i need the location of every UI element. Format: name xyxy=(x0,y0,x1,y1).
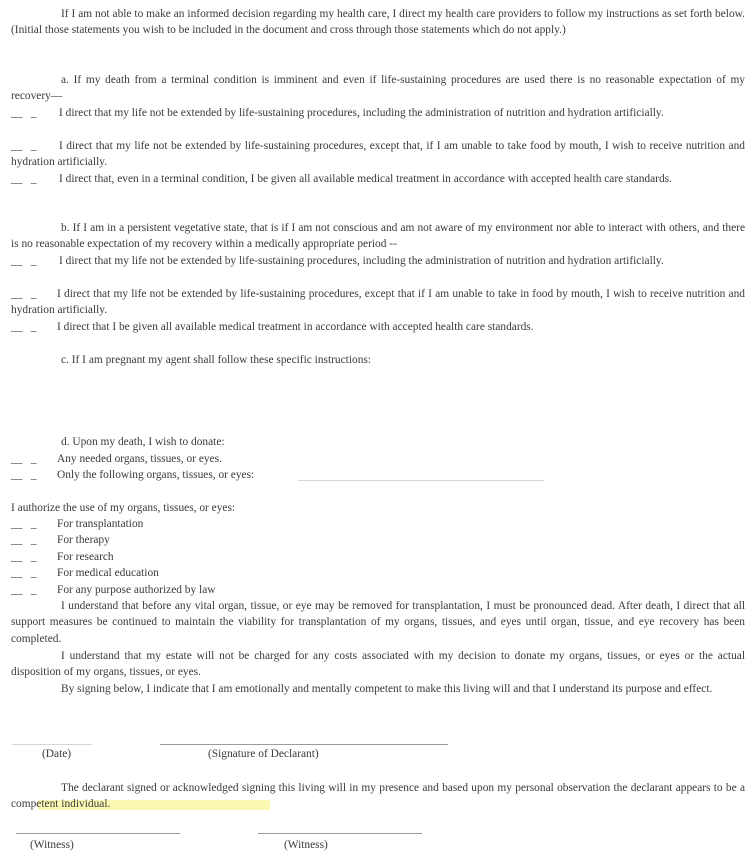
option-text: For medical education xyxy=(57,567,159,579)
option-text: For any purpose authorized by law xyxy=(57,584,216,596)
witness-2-label: (Witness) xyxy=(284,839,328,851)
witness-1-label: (Witness) xyxy=(30,839,74,851)
initial-blank[interactable]: __ _ xyxy=(11,321,37,333)
section-b-option-1[interactable] xyxy=(11,253,745,269)
initial-blank[interactable]: __ _ xyxy=(11,469,37,481)
initial-blank[interactable]: __ _ xyxy=(11,288,37,300)
initial-blank[interactable]: __ _ xyxy=(11,173,37,185)
initial-blank[interactable]: __ _ xyxy=(11,534,37,546)
understand-paragraph-1: I understand that before any vital organ, tissue, or eye may be removed for transplantation, I must be pronounced dead. After death, I direct that all support measures be continued to maintain the viability for transplantation of my organs, tissues, and eyes until organ, tissue, and eye recovery has been completed. xyxy=(11,600,745,645)
initial-blank[interactable]: __ _ xyxy=(11,567,37,579)
donate-option-2[interactable] xyxy=(11,467,254,483)
intro-paragraph: If I am not able to make an informed decision regarding my health care, I direct my health care providers to follow my instructions as set forth below. (Initial those statements you wish to be included in the document and cross through those statements which do not apply.) xyxy=(11,8,745,37)
option-text: For therapy xyxy=(57,534,110,546)
section-c-text: c. If I am pregnant my agent shall follow these specific instructions: xyxy=(61,354,371,366)
initial-blank[interactable]: __ _ xyxy=(11,518,37,530)
witness-statement: The declarant signed or acknowledged signing this living will in my presence and based upon my personal observation the declarant appears to be a competent individual. xyxy=(11,782,745,811)
section-a-heading: a. If my death from a terminal condition is imminent and even if life-sustaining procedures are used there is no reasonable expectation of my recovery— xyxy=(11,74,745,103)
declarant-label: (Signature of Declarant) xyxy=(208,748,319,760)
declarant-signature-line[interactable] xyxy=(160,744,448,745)
section-b-option-2[interactable] xyxy=(11,286,745,319)
authorize-option-1[interactable] xyxy=(11,516,143,532)
option-text: I direct that my life not be extended by life-sustaining procedures, including the administration of nutrition and hydration artificially. xyxy=(59,107,664,119)
date-line[interactable] xyxy=(12,744,92,745)
initial-blank[interactable]: __ _ xyxy=(11,140,37,152)
initial-blank[interactable]: __ _ xyxy=(11,453,37,465)
initial-blank[interactable]: __ _ xyxy=(11,584,37,596)
section-a-option-2[interactable] xyxy=(11,138,745,171)
initial-blank[interactable]: __ _ xyxy=(11,107,37,119)
option-text: For transplantation xyxy=(57,518,144,530)
option-text: I direct that, even in a terminal condition, I be given all available medical treatment in accordance with accepted health care standards. xyxy=(59,173,672,185)
authorize-option-4[interactable] xyxy=(11,565,159,581)
section-a-option-1[interactable] xyxy=(11,105,745,121)
section-a-option-3[interactable] xyxy=(11,171,745,187)
option-text: I direct that I be given all available medical treatment in accordance with accepted health care standards. xyxy=(57,321,534,333)
option-text: I direct that my life not be extended by life-sustaining procedures, including the administration of nutrition and hydration artificially. xyxy=(59,255,664,267)
witness-2-line[interactable] xyxy=(258,833,422,834)
option-text: Any needed organs, tissues, or eyes. xyxy=(57,453,222,465)
section-b-heading: b. If I am in a persistent vegetative state, that is if I am not conscious and am not aware of my environment nor able to interact with others, and there is no reasonable expectation of my recovery within a medically appropriate period -- xyxy=(11,222,745,251)
option-text: I direct that my life not be extended by life-sustaining procedures, except that if I am unable to take in food by mouth, I wish to receive nutrition and hydration artificially. xyxy=(11,288,745,317)
option-text: Only the following organs, tissues, or eyes: xyxy=(57,469,255,481)
donate-option-1[interactable] xyxy=(11,451,222,467)
date-label: (Date) xyxy=(42,748,72,760)
authorize-option-5[interactable] xyxy=(11,582,215,598)
section-d-text: d. Upon my death, I wish to donate: xyxy=(61,436,225,448)
section-c-heading xyxy=(11,352,371,368)
organs-fill-line[interactable] xyxy=(298,480,544,481)
understand-paragraph-2: I understand that my estate will not be charged for any costs associated with my decision to donate my organs, tissues, or eyes or the actual disposition of my organs, tissues, or eyes. xyxy=(11,650,745,679)
authorize-option-2[interactable] xyxy=(11,532,110,548)
initial-blank[interactable]: __ _ xyxy=(11,551,37,563)
option-text: I direct that my life not be extended by life-sustaining procedures, except that, if I am unable to take food by mouth, I wish to receive nutrition and hydration artificially. xyxy=(11,140,745,169)
witness-1-line[interactable] xyxy=(16,833,180,834)
option-text: For research xyxy=(57,551,114,563)
initial-blank[interactable]: __ _ xyxy=(11,255,37,267)
section-b-option-3[interactable] xyxy=(11,319,745,335)
authorize-option-3[interactable] xyxy=(11,549,114,565)
signing-paragraph: By signing below, I indicate that I am emotionally and mentally competent to make this living will and that I understand its purpose and effect. xyxy=(61,683,713,695)
authorize-heading: I authorize the use of my organs, tissues, or eyes: xyxy=(11,502,236,514)
section-d-heading xyxy=(11,434,225,450)
